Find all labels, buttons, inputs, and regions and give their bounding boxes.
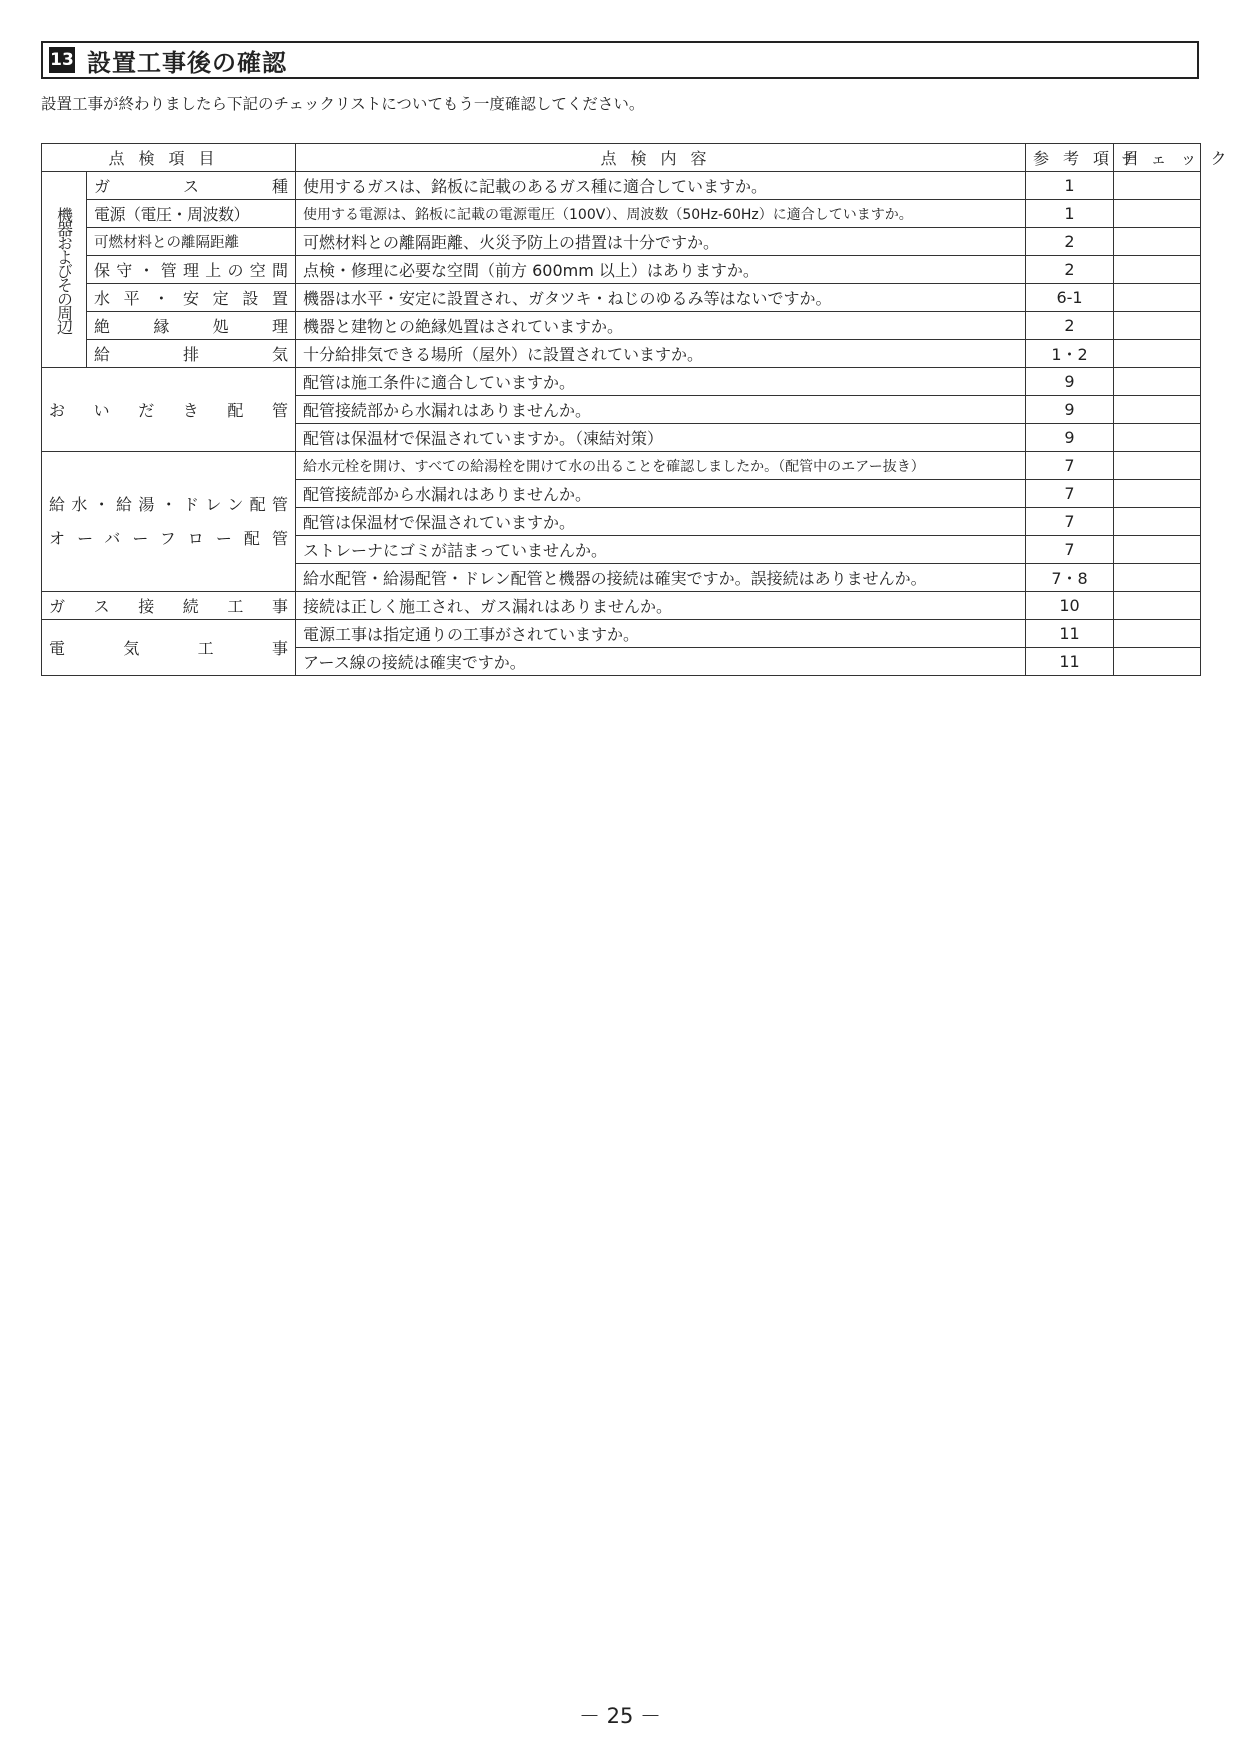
row-sub-label: 絶縁処理 (87, 312, 296, 340)
section-title-box (41, 41, 1199, 79)
row-content: 給水元栓を開け、すべての給湯栓を開けて水の出ることを確認しましたか。（配管中のエアー抜き） (296, 452, 1026, 480)
check-cell[interactable] (1114, 228, 1201, 256)
check-cell[interactable] (1114, 312, 1201, 340)
check-cell[interactable] (1114, 508, 1201, 536)
row-ref: 7 (1026, 480, 1114, 508)
group-label-kyusui (42, 452, 296, 592)
row-ref: 9 (1026, 396, 1114, 424)
row-ref: 6-1 (1026, 284, 1114, 312)
row-ref: 9 (1026, 424, 1114, 452)
table-row (42, 200, 1201, 228)
check-cell[interactable] (1114, 200, 1201, 228)
table-row (42, 592, 1201, 620)
row-content: 給水配管・給湯配管・ドレン配管と機器の接続は確実ですか。誤接続はありませんか。 (296, 564, 1026, 592)
check-cell[interactable] (1114, 480, 1201, 508)
row-content: 使用する電源は、銘板に記載の電源電圧（100V）、周波数（50Hz-60Hz）に適合していますか。 (296, 200, 1026, 228)
check-cell[interactable] (1114, 396, 1201, 424)
row-sub-label: 水平・安定設置 (87, 284, 296, 312)
row-ref: 7 (1026, 452, 1114, 480)
row-ref: 7・8 (1026, 564, 1114, 592)
page-number: － 25 － (578, 1704, 662, 1728)
row-ref: 7 (1026, 536, 1114, 564)
column-header-item: 点検項目 (42, 144, 296, 172)
table-row (42, 452, 1201, 480)
section-title: 設置工事後の確認 (87, 48, 287, 77)
check-cell[interactable] (1114, 564, 1201, 592)
column-header-content: 点検内容 (296, 144, 1026, 172)
row-ref: 1・2 (1026, 340, 1114, 368)
check-cell[interactable] (1114, 648, 1201, 676)
row-content: 十分給排気できる場所（屋外）に設置されていますか。 (296, 340, 1026, 368)
row-ref: 7 (1026, 508, 1114, 536)
check-cell[interactable] (1114, 172, 1201, 200)
check-cell[interactable] (1114, 424, 1201, 452)
row-ref: 1 (1026, 172, 1114, 200)
group-label-kyusui-line1: 給水・給湯・ドレン配管 (49, 494, 289, 514)
row-sub-label: ガス種 (87, 172, 296, 200)
row-sub-label: 給排気 (87, 340, 296, 368)
row-sub-label: 電源（電圧・周波数） (87, 200, 296, 228)
row-content: アース線の接続は確実ですか。 (296, 648, 1026, 676)
check-cell[interactable] (1114, 340, 1201, 368)
row-content: 配管接続部から水漏れはありませんか。 (296, 480, 1026, 508)
group-label-gas: ガス接続工事 (42, 592, 296, 620)
table-row (42, 368, 1201, 396)
checklist-table (41, 143, 1241, 676)
table-row (42, 312, 1201, 340)
group-label-kiki: 機器およびその周辺 (42, 172, 87, 368)
check-cell[interactable] (1114, 620, 1201, 648)
group-label-denki: 電気工事 (42, 620, 296, 676)
row-content: 機器は水平・安定に設置され、ガタツキ・ねじのゆるみ等はないですか。 (296, 284, 1026, 312)
table-row (42, 340, 1201, 368)
row-content: 配管は保温材で保温されていますか。 (296, 508, 1026, 536)
check-cell[interactable] (1114, 536, 1201, 564)
table-header-row (42, 144, 1201, 172)
check-cell[interactable] (1114, 368, 1201, 396)
group-label-oidaki: おいだき配管 (42, 368, 296, 452)
row-sub-label: 可燃材料との離隔距離 (87, 228, 296, 256)
check-cell[interactable] (1114, 256, 1201, 284)
row-content: 配管は保温材で保温されていますか。（凍結対策） (296, 424, 1026, 452)
row-sub-label: 保守・管理上の空間 (87, 256, 296, 284)
column-header-check: チェック (1114, 144, 1201, 172)
row-ref: 11 (1026, 648, 1114, 676)
row-ref: 11 (1026, 620, 1114, 648)
row-content: ストレーナにゴミが詰まっていませんか。 (296, 536, 1026, 564)
table-row (42, 620, 1201, 648)
group-label-kyusui-line2: オーバーフロー配管 (49, 528, 289, 548)
row-ref: 2 (1026, 256, 1114, 284)
table-row (42, 284, 1201, 312)
row-content: 可燃材料との離隔距離、火災予防上の措置は十分ですか。 (296, 228, 1026, 256)
row-ref: 10 (1026, 592, 1114, 620)
check-cell[interactable] (1114, 452, 1201, 480)
row-ref: 2 (1026, 228, 1114, 256)
row-content: 使用するガスは、銘板に記載のあるガス種に適合していますか。 (296, 172, 1026, 200)
check-cell[interactable] (1114, 592, 1201, 620)
row-content: 配管接続部から水漏れはありませんか。 (296, 396, 1026, 424)
table-row (42, 172, 1201, 200)
intro-text: 設置工事が終わりましたら下記のチェックリストについてもう一度確認してください。 (41, 95, 645, 113)
row-content: 機器と建物との絶縁処置はされていますか。 (296, 312, 1026, 340)
row-ref: 1 (1026, 200, 1114, 228)
section-number-badge: 13 (49, 47, 75, 73)
row-content: 配管は施工条件に適合していますか。 (296, 368, 1026, 396)
row-content: 接続は正しく施工され、ガス漏れはありませんか。 (296, 592, 1026, 620)
row-ref: 9 (1026, 368, 1114, 396)
row-content: 点検・修理に必要な空間（前方 600mm 以上）はありますか。 (296, 256, 1026, 284)
row-content: 電源工事は指定通りの工事がされていますか。 (296, 620, 1026, 648)
check-cell[interactable] (1114, 284, 1201, 312)
table-row (42, 228, 1201, 256)
table-row (42, 256, 1201, 284)
row-ref: 2 (1026, 312, 1114, 340)
column-header-ref: 参考項目 (1026, 144, 1114, 172)
